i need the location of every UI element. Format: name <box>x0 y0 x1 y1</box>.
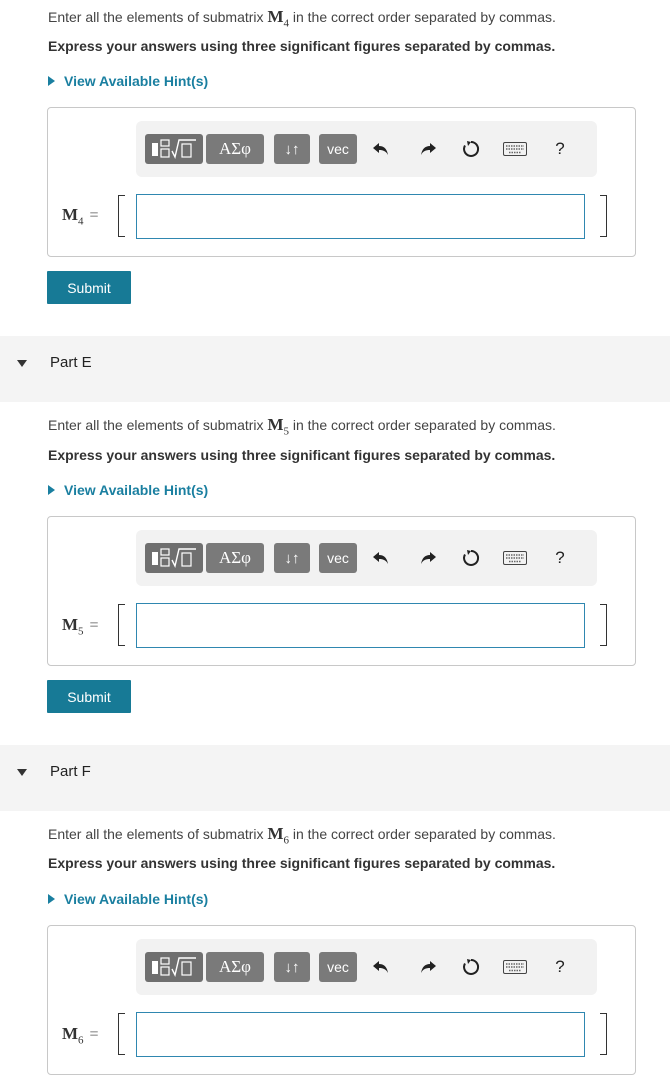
left-bracket <box>118 195 125 237</box>
answer-input[interactable] <box>136 194 585 239</box>
undo-icon[interactable] <box>367 953 395 981</box>
question-prompt: Enter all the elements of submatrix $M_6$ in the correct order separated by commas. <box>48 824 556 847</box>
left-bracket <box>118 1013 125 1055</box>
collapse-triangle-icon[interactable] <box>17 360 27 367</box>
arrows-button[interactable]: ↓↑ <box>274 952 310 982</box>
part-header[interactable] <box>0 745 670 811</box>
answer-input[interactable] <box>136 1012 585 1057</box>
greek-symbols-button[interactable]: ΑΣφ <box>206 134 264 164</box>
left-bracket <box>118 604 125 646</box>
undo-icon[interactable] <box>367 135 395 163</box>
vector-button[interactable]: vec <box>319 134 357 164</box>
matrix-symbol: $M_5$ <box>267 415 289 438</box>
answer-input[interactable] <box>136 603 585 648</box>
question-prompt: Enter all the elements of submatrix $M_4$ in the correct order separated by commas. <box>48 7 556 30</box>
reset-icon[interactable] <box>457 544 485 572</box>
answer-label: $M_4$ = <box>62 205 99 228</box>
greek-symbols-button[interactable]: ΑΣφ <box>206 952 264 982</box>
greek-symbols-button[interactable]: ΑΣφ <box>206 543 264 573</box>
part-header[interactable] <box>0 336 670 402</box>
view-hints-link[interactable]: View Available Hint(s) <box>48 482 208 498</box>
help-button[interactable]: ? <box>555 957 565 976</box>
question-prompt: Enter all the elements of submatrix $M_5$ in the correct order separated by commas. <box>48 415 556 438</box>
redo-icon[interactable] <box>414 135 442 163</box>
view-hints-link[interactable]: View Available Hint(s) <box>48 73 208 89</box>
right-bracket <box>600 195 607 237</box>
keyboard-icon[interactable] <box>501 953 529 981</box>
redo-icon[interactable] <box>414 544 442 572</box>
matrix-symbol: $M_6$ <box>267 824 289 847</box>
matrix-symbol: $M_4$ <box>267 7 289 30</box>
answer-label: $M_6$ = <box>62 1024 99 1047</box>
math-toolbar <box>136 530 597 586</box>
arrows-button[interactable]: ↓↑ <box>274 543 310 573</box>
collapse-triangle-icon[interactable] <box>17 769 27 776</box>
keyboard-icon[interactable] <box>501 135 529 163</box>
help-button[interactable]: ? <box>555 139 565 158</box>
math-toolbar <box>136 121 597 177</box>
instruction-text: Express your answers using three significant figures separated by commas. <box>48 855 556 871</box>
submit-button[interactable]: Submit <box>47 680 131 713</box>
right-bracket <box>600 1013 607 1055</box>
undo-icon[interactable] <box>367 544 395 572</box>
templates-button[interactable] <box>145 543 203 573</box>
submit-button[interactable]: Submit <box>47 271 131 304</box>
instruction-text: Express your answers using three significant figures separated by commas. <box>48 447 556 463</box>
vector-button[interactable]: vec <box>319 952 357 982</box>
expand-triangle-icon <box>48 76 55 86</box>
answer-label: $M_5$ = <box>62 615 99 638</box>
arrows-button[interactable]: ↓↑ <box>274 134 310 164</box>
templates-icon <box>150 137 198 161</box>
math-toolbar <box>136 939 597 995</box>
templates-icon <box>150 546 198 570</box>
expand-triangle-icon <box>48 485 55 495</box>
instruction-text: Express your answers using three significant figures separated by commas. <box>48 38 556 54</box>
templates-button[interactable] <box>145 134 203 164</box>
reset-icon[interactable] <box>457 953 485 981</box>
templates-icon <box>150 955 198 979</box>
templates-button[interactable] <box>145 952 203 982</box>
part-title[interactable]: Part E <box>50 354 92 371</box>
help-button[interactable]: ? <box>555 548 565 567</box>
redo-icon[interactable] <box>414 953 442 981</box>
vector-button[interactable]: vec <box>319 543 357 573</box>
expand-triangle-icon <box>48 894 55 904</box>
keyboard-icon[interactable] <box>501 544 529 572</box>
part-title[interactable]: Part F <box>50 763 91 780</box>
right-bracket <box>600 604 607 646</box>
view-hints-link[interactable]: View Available Hint(s) <box>48 891 208 907</box>
reset-icon[interactable] <box>457 135 485 163</box>
